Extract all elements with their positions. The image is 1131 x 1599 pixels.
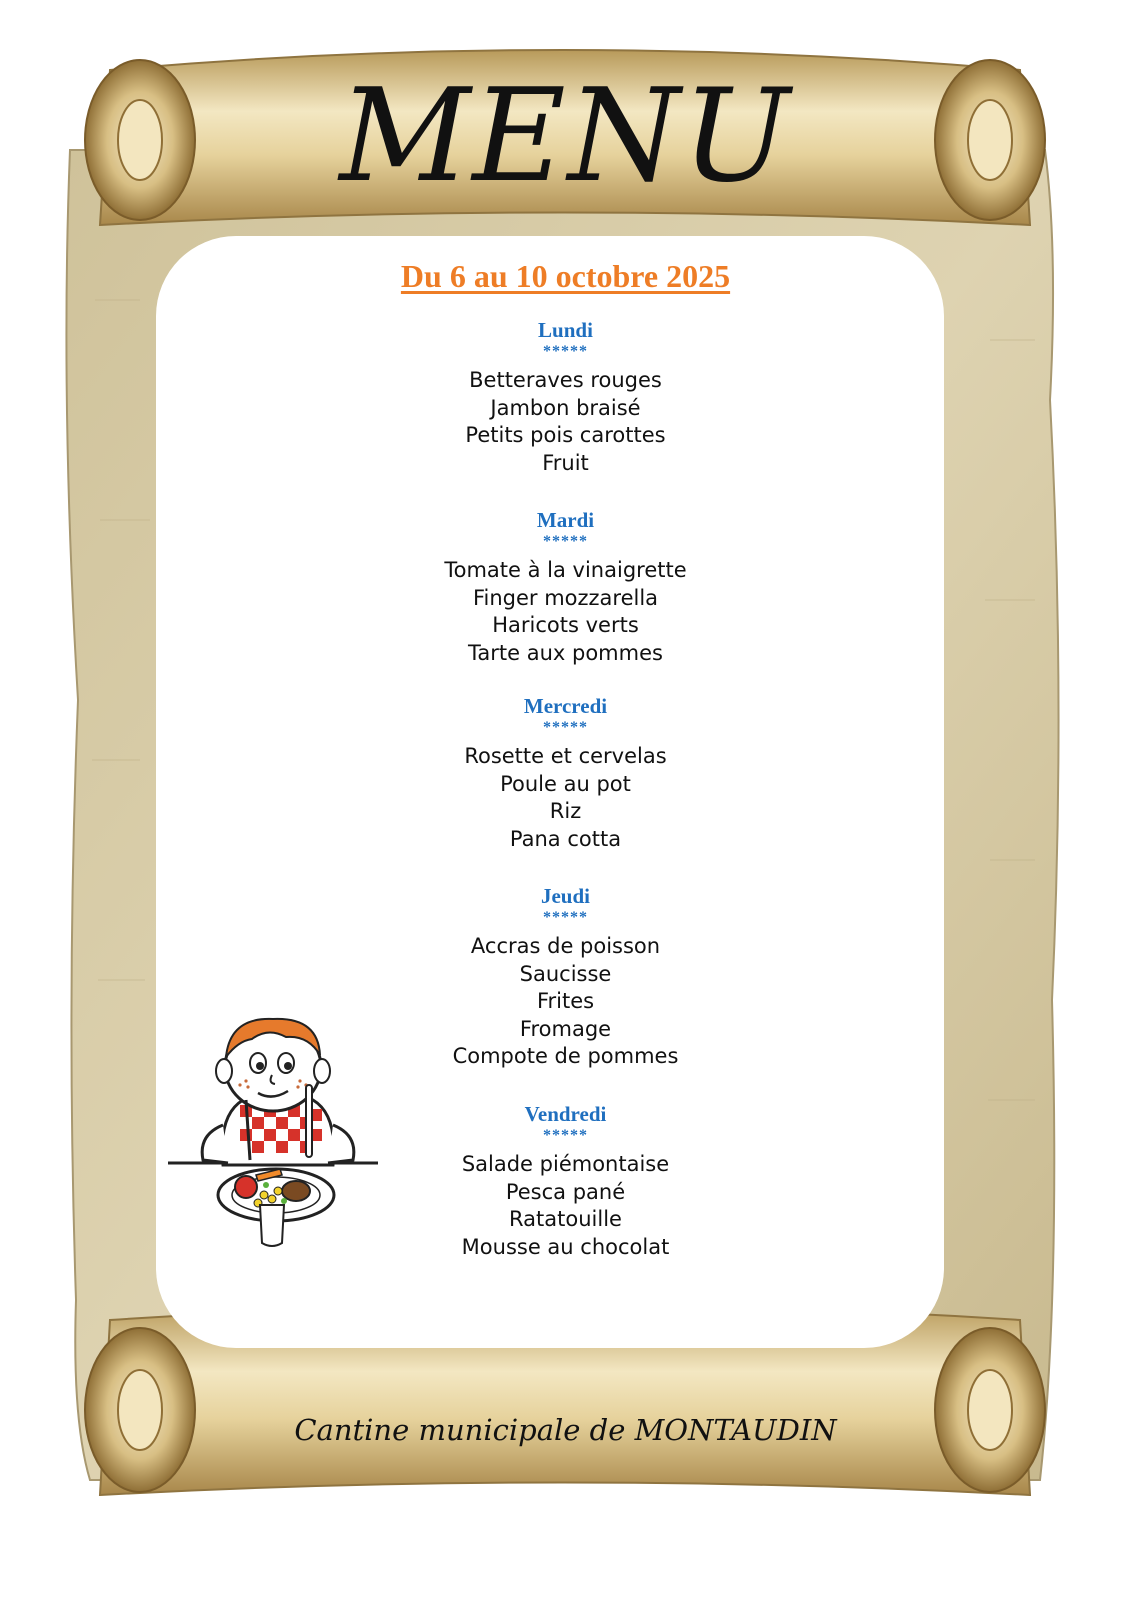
dish: Finger mozzarella [472, 585, 659, 610]
dish: Pana cotta [509, 826, 622, 851]
footer-cantine-name: Cantine municipale de MONTAUDIN [294, 1413, 837, 1447]
dish: Compote de pommes [452, 1044, 679, 1069]
date-range-heading: Du 6 au 10 octobre 2025 [400, 258, 731, 294]
dish: Fromage [519, 1016, 612, 1041]
dish: Riz [549, 799, 582, 824]
dish: Frites [536, 989, 595, 1014]
day-name: Vendredi [524, 1102, 607, 1126]
dish: Mousse au chocolat [461, 1234, 670, 1259]
dish: Jambon braisé [490, 395, 641, 420]
day-separator: ***** [543, 1127, 588, 1144]
dish: Pesca pané [505, 1179, 626, 1204]
day-name: Mardi [536, 508, 595, 532]
dish: Salade piémontaise [461, 1152, 670, 1176]
day-lundi [0, 318, 1131, 477]
day-separator: ***** [543, 533, 588, 550]
day-separator: ***** [543, 719, 588, 736]
day-mardi [0, 508, 1131, 667]
dish: Ratatouille [509, 1207, 622, 1232]
dish: Accras de poisson [470, 934, 661, 958]
dish: Betteraves rouges [469, 368, 662, 392]
day-name: Lundi [538, 318, 593, 342]
day-mercredi [0, 694, 1131, 853]
dish: Poule au pot [500, 771, 631, 796]
dish: Haricots verts [492, 613, 639, 638]
day-name: Jeudi [540, 884, 590, 908]
day-name: Mercredi [523, 694, 608, 718]
dish: Tarte aux pommes [468, 640, 663, 665]
dish: Rosette et cervelas [464, 744, 667, 768]
dish: Tomate à la vinaigrette [444, 558, 687, 582]
menu-title: MENU [339, 62, 792, 211]
day-separator: ***** [543, 909, 588, 926]
dish: Fruit [542, 450, 589, 475]
dish: Saucisse [519, 961, 612, 986]
dish: Petits pois carottes [465, 423, 666, 448]
child-eating-illustration [168, 1005, 388, 1255]
day-separator: ***** [543, 343, 588, 360]
